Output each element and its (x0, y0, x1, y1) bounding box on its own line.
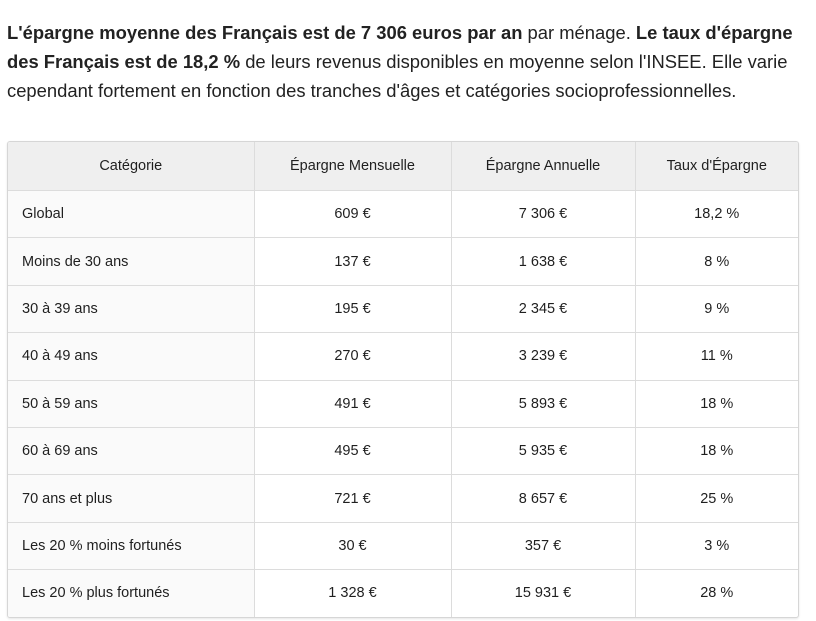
row-rate: 18 % (635, 380, 798, 427)
row-category: Les 20 % plus fortunés (8, 570, 254, 617)
row-rate: 8 % (635, 238, 798, 285)
row-rate: 11 % (635, 333, 798, 380)
row-rate: 18,2 % (635, 191, 798, 238)
header-categorie: Catégorie (8, 142, 254, 191)
row-monthly: 30 € (254, 522, 451, 569)
savings-table (8, 142, 798, 617)
row-monthly: 195 € (254, 285, 451, 332)
row-monthly: 270 € (254, 333, 451, 380)
row-monthly: 1 328 € (254, 570, 451, 617)
row-annual: 15 931 € (451, 570, 635, 617)
row-category: 70 ans et plus (8, 475, 254, 522)
row-monthly: 721 € (254, 475, 451, 522)
row-category: Moins de 30 ans (8, 238, 254, 285)
table-row (8, 427, 798, 474)
table-row (8, 285, 798, 332)
row-rate: 18 % (635, 427, 798, 474)
intro-paragraph (7, 19, 807, 105)
table-row (8, 333, 798, 380)
intro-text-2: de leurs revenus disponibles en moyenne selon l'INSEE. Elle varie cependant fortement en fonction des tranches d'âges et catégories socioprofessionnelles. (7, 51, 788, 101)
header-epargne-annuelle: Épargne Annuelle (451, 142, 635, 191)
table-row (8, 522, 798, 569)
row-annual: 1 638 € (451, 238, 635, 285)
row-annual: 7 306 € (451, 191, 635, 238)
row-annual: 357 € (451, 522, 635, 569)
table-row (8, 238, 798, 285)
row-annual: 2 345 € (451, 285, 635, 332)
row-category: Global (8, 191, 254, 238)
intro-bold-average: L'épargne moyenne des Français est de 7 306 euros par an (7, 22, 523, 44)
row-rate: 28 % (700, 585, 734, 602)
row-rate: 25 % (635, 475, 798, 522)
row-rate: 9 % (635, 285, 798, 332)
row-monthly: 495 € (254, 427, 451, 474)
row-annual: 5 893 € (451, 380, 635, 427)
header-taux-epargne: Taux d'Épargne (635, 142, 798, 191)
row-annual: 8 657 € (451, 475, 635, 522)
header-epargne-mensuelle: Épargne Mensuelle (254, 142, 451, 191)
table-row (8, 380, 798, 427)
table-row (8, 475, 798, 522)
intro-bold-rate: Le taux d'épargne des Français est de 18,2 % (7, 22, 793, 73)
savings-table-container (7, 141, 799, 618)
row-annual: 5 935 € (451, 427, 635, 474)
row-category: 50 à 59 ans (8, 380, 254, 427)
table-row (8, 570, 798, 617)
row-category: 30 à 39 ans (8, 285, 254, 332)
row-category: Les 20 % moins fortunés (8, 522, 254, 569)
row-monthly: 137 € (254, 238, 451, 285)
row-annual: 3 239 € (451, 333, 635, 380)
row-category: 60 à 69 ans (8, 427, 254, 474)
intro-text-1: par ménage. (522, 22, 636, 44)
table-header-row (8, 142, 798, 191)
row-rate: 3 % (635, 522, 798, 569)
row-monthly: 609 € (254, 191, 451, 238)
row-monthly: 491 € (254, 380, 451, 427)
table-row (8, 191, 798, 238)
row-category: 40 à 49 ans (8, 333, 254, 380)
